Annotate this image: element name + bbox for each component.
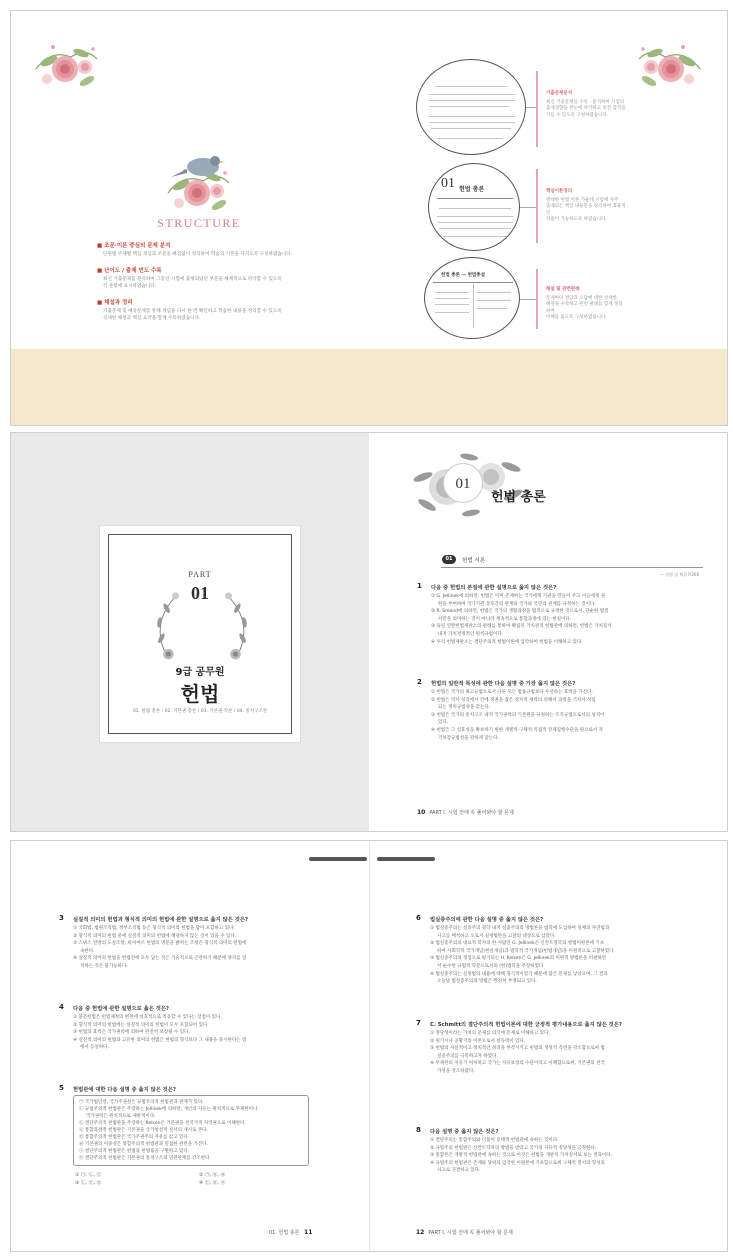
option-line: 속한다. bbox=[80, 948, 95, 954]
footer-text: PART Ⅰ. 시험 전에 꼭 풀어봐야 할 문제 bbox=[429, 810, 514, 816]
page-footer bbox=[269, 1229, 316, 1236]
structure-item-text: 상세한 해설과 핵심 요약을 함께 수록하였습니다. bbox=[103, 316, 201, 321]
cover-title: 헌법 bbox=[180, 682, 220, 706]
question-options bbox=[430, 925, 615, 986]
structure-item bbox=[97, 241, 333, 258]
page-tab-left bbox=[309, 857, 367, 861]
caption-block bbox=[546, 91, 626, 119]
question-options bbox=[73, 1014, 246, 1052]
option-line: ④ 규범주의 헌법관은 존재와 당위의 엄격한 이원론에 기초함으로써 구체적 질서의 형성의 bbox=[430, 1160, 605, 1166]
beige-band bbox=[11, 349, 727, 425]
statement-line: 국가권력은 원칙적으로 제한적이다. bbox=[86, 1114, 156, 1119]
caption-text: 출제되는 핵심 내용만을 정리하여 효율적인 bbox=[546, 204, 626, 216]
option-line: ① 불문헌법은 헌법제정의 변천에 실효적으로 적응할 수 있다는 장점이 있다. bbox=[73, 1015, 222, 1020]
mini-chapter-title: 헌법 총론 bbox=[459, 186, 485, 193]
preview-ellipse-theory bbox=[428, 163, 520, 251]
option-line: 되는 정치규범성을 갖는다. bbox=[438, 705, 491, 711]
page-footer bbox=[417, 809, 514, 816]
option-line: ② 헌법은 역사 성격에서 간에 정권을 잡은 정치적 세력의 의해서 과정을 거쳐서 성립 bbox=[431, 697, 596, 703]
option-line: ② 형식적 의미의 헌법에는 실질적 의미의 헌법이 모두 포함되어 있다. bbox=[73, 1022, 209, 1028]
question-stem: 헌법의 일반적 특성에 관한 다음 설명 중 가장 옳지 않은 것은? bbox=[431, 680, 576, 687]
page-number: 11 bbox=[304, 1229, 313, 1236]
structure-list bbox=[97, 241, 333, 330]
statement-line: ㉥ 기본권의 이중성은 통합주의적 헌법관과 밀접한 관련을 가진다. bbox=[79, 1142, 208, 1147]
structure-item bbox=[97, 298, 333, 322]
option-line: ③ 헌법의 효력은 국가권력에 의하여 완전히 보장될 수 있다. bbox=[73, 1030, 190, 1036]
part-cover bbox=[99, 525, 301, 743]
mini-page-heading: 헌법 총론 — 헌법총설 bbox=[441, 273, 485, 278]
option-line: 한을 부여하며 국가기관 상호간의 관계와 국가와 국민의 관계를 규정하는 것이다. bbox=[438, 601, 596, 607]
caption-title: 기출문제분석 bbox=[546, 91, 573, 96]
option-line: 하여 사회학적 국가개념(현실개념)과 법학적 국가개념(헌법개념)을 이원적으로 고찰하였다. bbox=[437, 948, 615, 954]
chapter-number: 01 bbox=[443, 463, 483, 503]
cover-contents: 01. 헌법 총론 / 02. 기본권 총론 / 03. 기본권 각론 / 04. 통치구조론 bbox=[132, 709, 268, 714]
option-line: 사고로 귀결하고 있다. bbox=[437, 1168, 481, 1174]
question-number: 6 bbox=[416, 914, 421, 922]
statement-line: ㉤ 통합주의적 헌법관은 국가주권주의 자유를 갖고 있다. bbox=[79, 1135, 190, 1140]
chapter-title: 헌법 총론 bbox=[491, 490, 546, 505]
option-line: ① 헌법은 국가의 최고규범으로서 다른 모든 법률규범보다 우선하는 효력을 가진다. bbox=[431, 690, 593, 695]
option-line: 오늘날 법실증주의의 방법은 완전히 부정되고 있다. bbox=[437, 979, 537, 985]
option-line: ② 위기시나 공황기의 이론으로서 설득력이 있다. bbox=[430, 1038, 526, 1044]
answer-choice: ④ ㉢, ㉤, ㉧ bbox=[199, 1181, 226, 1186]
structure-item bbox=[97, 266, 333, 290]
structure-spread bbox=[10, 10, 728, 426]
question-stem: C. Schmitt의 결단주의적 헌법이론에 대한 긍정적 평가내용으로 옳지 않은 것은? bbox=[430, 1021, 622, 1028]
option-line: ① 결단주의는 통합주의와 더불어 동태적 헌법관에 속하는 것이다. bbox=[430, 1138, 559, 1143]
option-line: 있다. bbox=[438, 720, 449, 726]
caption-text: 이해를 돕도록 구성하였습니다. bbox=[546, 315, 607, 320]
option-line: ③ 독일 연방헌법재판소의 판례를 통하여 확립된 가치관적 헌법관에 의하면, 헌법은 가치질서 bbox=[431, 624, 612, 630]
statement-line: ㉡ 규범주의적 헌법관은 주장하는 Jellinek에 의하면, 개인의 자유는 원칙적으로 무제한이나 bbox=[79, 1107, 258, 1112]
question-number: 4 bbox=[59, 1003, 64, 1011]
option-line: 가성을 강조하였다. bbox=[437, 1068, 475, 1074]
answer-choice: ① ㉠, ㉡, ㉢ bbox=[75, 1173, 102, 1178]
caption-title: 해설 및 관련판례 bbox=[546, 287, 580, 292]
structure-item-heading: ■ 조문·이론 중심의 문제 분석 bbox=[97, 241, 333, 249]
caption-text: 기를 수 있도록 구성하였습니다. bbox=[546, 112, 609, 118]
caption-text: 방대한 헌법 이론 가운데 시험에 자주 bbox=[546, 197, 619, 203]
option-line: ④ 실질적 의미의 헌법과 고유한 의미의 헌법은 헌법의 형식보다 그 내용을 중시한다는 점 bbox=[73, 1037, 247, 1043]
page-footer bbox=[416, 1229, 513, 1236]
section-divider bbox=[441, 567, 703, 568]
bird-flower-illustration bbox=[143, 143, 253, 223]
question-number: 5 bbox=[59, 1084, 64, 1092]
section-badge: 01 bbox=[442, 555, 456, 564]
mini-chapter-number: 01 bbox=[441, 176, 455, 191]
option-line: ② 형식적 의미의 헌법 중에 실질적 의미의 헌법에 해당하지 않는 것이 있을 수 있다. bbox=[73, 933, 237, 939]
question-stem: 다음 설명 중 옳지 않은 것은? bbox=[430, 1128, 499, 1135]
option-line: ④ 실질적 의미의 헌법을 헌법전에 모두 담는 것은 기술적으로 곤란하기 때문에 양자를 일 bbox=[73, 956, 247, 962]
option-line: ② R. Smend에 의하면, 헌법은 국가의 생활과정을 법적으로 규정한 것으로서, 단순한 법질 bbox=[431, 609, 609, 615]
question-number: 3 bbox=[59, 914, 64, 922]
structure-item-text: 각 문항에 표시하였습니다. bbox=[103, 284, 157, 289]
option-line: ④ 법실증주의는 실정법의 내용에 대해 형식적이었기 때문에 많은 문제를 낳았으며, 그 결과 bbox=[430, 971, 608, 977]
option-line: ② 법실증주의의 대표적 학자의 한 사람인 G. Jellinek은 신칸트철학의 방법이원론에 기초 bbox=[430, 941, 605, 947]
structure-item-heading: ■ 난이도 / 출제 빈도 수록 bbox=[97, 266, 333, 274]
option-line: 치하는 것은 불가능하다. bbox=[80, 963, 128, 969]
preview-ellipse-questions bbox=[416, 59, 526, 155]
questions-spread bbox=[10, 840, 728, 1252]
option-line: ④ 무제한의 자유가 허처하고 국가는 자유보장의 수단이라고 이해함으로써, 기본권의 천국 bbox=[430, 1061, 605, 1067]
question-number: 7 bbox=[416, 1019, 421, 1027]
answer-choice: ② ㉠, ㉣, ㉥ bbox=[199, 1173, 226, 1178]
option-line: ① 법실증주의는 실증주의 철학 내지 실증주의의 방법론을 법학에 도입하여 일체의 자연법과 bbox=[430, 926, 610, 931]
page-tab-right bbox=[377, 857, 435, 861]
option-line: ④ 헌법은 그 실효성을 확보하기 위한 개별적·구체적·직접적 강제집행수단을 원으로서 자 bbox=[431, 727, 603, 733]
structure-item-text: 최신 기출문제를 분석하여 그동안 시험에 출제되었던 부분을 체계적으로 파악할 수 있도록 bbox=[103, 277, 282, 282]
question-number: 1 bbox=[417, 582, 422, 590]
section-source: — 헌법 및 체결 P.266 bbox=[659, 572, 699, 577]
structure-item-heading: ■ 해설과 정리 bbox=[97, 298, 333, 306]
cover-subtitle: 9급 공무원 bbox=[175, 667, 225, 678]
option-line: 에서 동일하다. bbox=[80, 1045, 109, 1051]
statement-line: ㉢ 결단주의적 헌법관을 주장하는 Kelsen은 기본권을 전국가적 자연권으로 이해한다. bbox=[79, 1121, 246, 1126]
option-line: ④ 우리 헌법재판소는 결단주의적 헌법이론에 입각하여 헌법을 이해하고 있다. bbox=[431, 639, 583, 645]
question-stem: 법실증주의에 관한 다음 설명 중 옳지 않은 것은? bbox=[430, 916, 544, 923]
option-line: ① 정당성이라는 가치의 문제를 의식에 문제로 이해하고 있다. bbox=[430, 1031, 550, 1036]
caption-text: 해설을 수록하고 관련 판례를 함께 정리하여 bbox=[546, 302, 623, 314]
option-line: 내지 가치결정적인 원칙규범이다. bbox=[438, 631, 504, 637]
option-line: 서만을 의미하는 것이 아니라 계속적으로 통합과정에 있는 현실이다. bbox=[438, 616, 572, 622]
caption-text: 학습이 가능하도록 하였습니다. bbox=[546, 217, 607, 222]
answer-choice: ③ ㉡, ㉢, ㉤ bbox=[75, 1181, 102, 1186]
caption-block bbox=[546, 189, 626, 224]
caption-block bbox=[546, 287, 626, 322]
caption-text: 최신 기출문제를 수록 · 분석하여 시험의 bbox=[546, 99, 625, 105]
question-options bbox=[430, 1030, 605, 1076]
footer-text: PART Ⅰ. 시험 전에 꼭 풀어봐야 할 문제 bbox=[428, 1230, 513, 1236]
footer-text: 01. 헌법 총론 bbox=[269, 1230, 300, 1236]
option-line: ③ 법실증주의의 정점으로 평가되는 H. Kelsen은 G. Jellinek의 이원적 방법론을 비판하면 bbox=[430, 956, 607, 962]
caption-text: 출제경향을 한눈에 파악하고 실전 감각을 bbox=[546, 106, 626, 111]
question-stem: 실질적 의미의 헌법과 형식적 의미의 헌법에 관한 설명으로 옳지 않은 것은? bbox=[73, 916, 249, 923]
rose-corner-left-icon bbox=[31, 39, 101, 99]
caption-text: 문제마다 정답과 오답에 대한 상세한 bbox=[546, 295, 617, 301]
statement-line: ㉦ 결단주의적 헌법관은 헌법과 헌법률을 구별하고 있다. bbox=[79, 1149, 190, 1154]
option-line: 사고를 배척하고 오로지 실정법만을 고찰의 대상으로 삼았다. bbox=[437, 933, 556, 939]
chapter-spread bbox=[10, 432, 728, 832]
option-line: ② 규범주의 헌법관은 신칸트학파의 방법을 받았고 국가의 자유적 정당성을 긍정한다. bbox=[430, 1145, 597, 1151]
option-line: ③ 통합론은 개방적 헌법관에 속하는 것으로 이것은 헌법을 개관적 가치질서로 보는 결과이다. bbox=[430, 1153, 613, 1159]
rose-corner-right-icon bbox=[635, 39, 705, 99]
question-number: 8 bbox=[416, 1126, 421, 1134]
page-number: 12 bbox=[416, 1229, 425, 1236]
question-options bbox=[430, 1137, 612, 1175]
page-number: 10 bbox=[417, 809, 426, 816]
structure-item-text: 기출문제 및 예상문제를 통해 개념을 다시 한 번 확인하고 학습한 내용을 정리할 수 있도록 bbox=[103, 309, 282, 314]
option-line: ③ 헌법은 국가의 통치구조 내지 국가권력의 기본원을 규정하는 조직규범으로서의 성격이 bbox=[431, 712, 605, 718]
option-line: ③ 스위스 연방의 도살조항, 바이마르 헌법의 명문을 밝히는 조항은 형식적 의미의 헌법에 bbox=[73, 941, 247, 947]
caption-title: 핵심이론정리 bbox=[546, 189, 573, 194]
question-options bbox=[431, 593, 612, 646]
statement-line: ㉣ 통합과정적 헌법관은 기본권을 국가창설적 질서의 개시로 본다. bbox=[79, 1128, 208, 1133]
option-line: 서 순수한 규범적 학문으로서의 (헌)법학을 주장하였다. bbox=[437, 963, 545, 969]
option-line: ③ 헌법의 사실적이고 정치적인 성격을 부각시키고 헌법의 생성적 측면을 강조함으로써 법 bbox=[430, 1046, 605, 1052]
statement-box bbox=[73, 1095, 309, 1166]
option-line: ① G. Jellinek에 의하면, 헌법은 이미 존재하는 국가에게 기관을 만들어 주고 이들에게 권 bbox=[431, 594, 606, 599]
question-stem: 다음 중 헌법에 관한 설명으로 옳은 것은? bbox=[73, 1005, 170, 1012]
statement-line: ㉧ 결단주의적 헌법관은 기본권의 통치구조의 연관관계를 강조한다. bbox=[79, 1156, 211, 1161]
structure-title: STRUCTURE bbox=[157, 216, 241, 230]
question-stem: 헌법관에 대한 다음 설명 중 옳지 않은 것은? bbox=[73, 1086, 176, 1093]
question-number: 2 bbox=[417, 678, 422, 686]
part-label: PART bbox=[188, 570, 212, 579]
part-number: 01 bbox=[191, 583, 209, 603]
option-line: 실증주의를 극복하고자 하였다. bbox=[437, 1053, 498, 1059]
preview-ellipse-explanation bbox=[424, 257, 520, 339]
section-title: 헌법 서론 bbox=[462, 558, 486, 564]
option-line: 기보장규범성을 강하게 갖는다. bbox=[438, 735, 499, 741]
question-options bbox=[73, 925, 246, 971]
option-line: ① 국회법, 법원조직법, 정부조직법 등은 형식적 의미의 헌법을 담아 포함하고 있다. bbox=[73, 926, 235, 931]
question-stem: 다음 중 헌법의 본질에 관한 설명으로 옳지 않은 것은? bbox=[431, 584, 557, 591]
question-options bbox=[431, 689, 604, 742]
structure-item-text: 단원별·주제별 핵심 개념과 조문을 빠짐없이 정리하여 학습의 기본을 다지도록 구성하였습니다. bbox=[103, 252, 293, 257]
statement-line: ㉠ 국가법인설, 국가주권설은 규범주의적 헌법관과 관계가 있다. bbox=[79, 1100, 204, 1105]
